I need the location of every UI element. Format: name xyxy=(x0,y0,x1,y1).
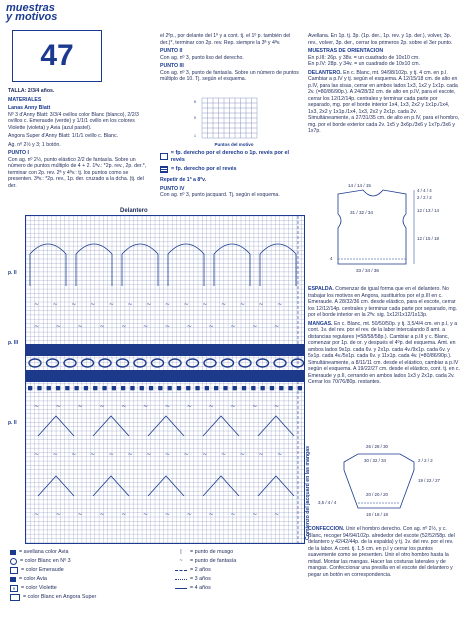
punto3-title: PUNTO III xyxy=(160,63,184,69)
sleeve-side-b-measure: 19 / 22 / 27 xyxy=(418,478,440,483)
check-cell xyxy=(279,386,283,390)
knot-motif xyxy=(117,359,129,367)
punto4-text: Con ag. nº 3, punto jacquard. Tj. según el esquema. xyxy=(160,192,280,198)
legend-item-avellana: = avellana color Avia xyxy=(10,548,170,557)
chevron-motif xyxy=(258,476,294,496)
chevron-motif xyxy=(93,476,129,496)
wave-mark: ~ xyxy=(274,403,280,410)
wave-mark: ~ xyxy=(252,403,258,410)
wave-mark: ~ xyxy=(71,301,77,308)
wave-mark: ~ xyxy=(274,323,280,330)
front-rib-measure: 4 xyxy=(330,256,333,261)
check-cell xyxy=(233,386,237,390)
wave-mark: ~ xyxy=(77,511,83,518)
wave-mark: ~ xyxy=(165,301,171,308)
filled-square-icon xyxy=(10,550,16,555)
check-cell xyxy=(195,386,199,390)
wave-mark: ~ xyxy=(34,301,40,308)
muestras-title: MUESTRAS DE ORIENTACION xyxy=(308,48,384,54)
materiales-title: MATERIALES xyxy=(8,96,42,103)
right-text-column-top xyxy=(308,33,460,137)
legend-item-2-anos: = 2 años xyxy=(175,566,300,575)
check-cell xyxy=(56,386,60,390)
check-cell xyxy=(288,386,292,390)
legend-item-blanc: = color Blanc en Nº 3 xyxy=(10,557,170,566)
check-cell xyxy=(84,386,88,390)
check-cell xyxy=(158,386,162,390)
muestras-text-1: En p.III: 26p. y 38v. = un cuadrado de 10x10 cm. xyxy=(308,54,420,61)
legend-item-violette: ✕ = color Violette xyxy=(10,584,170,593)
knot-motif xyxy=(239,359,251,367)
chevron-motif xyxy=(258,416,294,436)
wave-mark: ~ xyxy=(165,451,171,458)
knot-motif xyxy=(274,359,286,367)
knot-motif xyxy=(82,359,94,367)
front-side-b-measure: 12 / 13 / 14 xyxy=(417,208,439,213)
motif-row-5: 5 xyxy=(194,116,196,120)
wave-mark: ~ xyxy=(186,511,192,518)
wave-mark: ~ xyxy=(34,403,40,410)
wave-mark: ~ xyxy=(239,301,245,308)
wave-mark: ~ xyxy=(208,403,214,410)
wave-mark: ~ xyxy=(165,323,171,330)
chart-title: Delantero xyxy=(120,208,148,214)
sleeve-mid-measure: 20 / 20 / 20 xyxy=(366,492,388,497)
check-cell xyxy=(214,386,218,390)
wave-mark: ~ xyxy=(183,451,189,458)
legend-item-angora: = color Blanc en Angora Super xyxy=(10,593,170,602)
right-text-column-bottom xyxy=(308,526,460,580)
materiales-text: Nº 3 d'Anny Blatt: 3/3/4 ovillos color Blanc (blanco), 2/2/3 ovillos c. Emeraude (verde) y 1/1/1 ovillo en los colores Violette (violeta) y Avia (azul pastel). xyxy=(8,111,139,131)
empty-square-icon xyxy=(10,567,18,574)
knot-motif xyxy=(169,359,181,367)
motif-legend-der: = fp. derecho por el derecho o 1p. revés por el revés xyxy=(160,152,300,161)
confeccion-title: CONFECCION. xyxy=(308,526,345,532)
materiales-brand: Lanas Anny Blatt xyxy=(8,105,51,111)
knot-motif xyxy=(187,359,199,367)
wave-mark: ~ xyxy=(146,301,152,308)
sleeve-side-a-measure: 2 / 2 / 2 xyxy=(418,458,433,463)
check-cell xyxy=(223,386,227,390)
empty-square-icon xyxy=(160,153,168,160)
pattern-number: 47 xyxy=(40,39,74,73)
angora-text: Angora Super d'Anny Blatt: 1/1/1 ovillo c. Blanc. xyxy=(8,133,118,139)
wave-mark: ~ xyxy=(208,323,214,330)
motif-label: Puntos del motivo xyxy=(214,142,254,147)
wave-mark: ~ xyxy=(34,511,40,518)
wave-mark: ~ xyxy=(252,511,258,518)
wave-mark: ~ xyxy=(146,451,152,458)
wave-mark: ~ xyxy=(108,451,114,458)
repetir-text: Repetir de 1ª a 8ªv. xyxy=(160,177,207,183)
front-neck-measure: 4 / 4 / 4 xyxy=(417,188,432,193)
chart-right-label: Comienzo del jacquard en las mangas xyxy=(305,446,311,540)
motif-row-8: 8 xyxy=(194,100,196,104)
wave-mark: ~ xyxy=(165,403,171,410)
knot-motif xyxy=(152,359,164,367)
wave-mark: ~ xyxy=(230,511,236,518)
wave-mark: ~ xyxy=(143,511,149,518)
wave-mark: ~ xyxy=(186,323,192,330)
chart-label-p3: p. III xyxy=(8,340,18,346)
wave-mark: ~ xyxy=(77,323,83,330)
wave-mark: ~ xyxy=(55,403,61,410)
delantero-title: DELANTERO. xyxy=(308,69,342,76)
check-cell xyxy=(140,386,144,390)
check-cell xyxy=(261,386,265,390)
chevron-motif xyxy=(148,476,184,496)
wave-mark: ~ xyxy=(121,323,127,330)
wave-mark: ~ xyxy=(230,403,236,410)
wave-mark: ~ xyxy=(252,323,258,330)
wave-mark: ~ xyxy=(183,301,189,308)
wave-mark: ~ xyxy=(258,301,264,308)
sleeve-cuff-measure: 3,5 / 4 / 4 xyxy=(318,500,337,505)
logo-line-1: muestras xyxy=(6,2,55,14)
wave-mark: ~ xyxy=(77,403,83,410)
wave-mark: ~ xyxy=(34,451,40,458)
front-top-measure: 14 / 14 / 15 xyxy=(348,183,371,188)
jacquard-chart-svg xyxy=(26,216,304,543)
wave-mark: ~ xyxy=(99,323,105,330)
wave-mark: ~ xyxy=(186,403,192,410)
wave-mark: ~ xyxy=(121,511,127,518)
check-cell xyxy=(121,386,125,390)
wave-mark: ~ xyxy=(127,301,133,308)
wave-mark: ~ xyxy=(202,451,208,458)
chevron-motif xyxy=(203,416,239,436)
magazine-logo xyxy=(6,4,57,22)
punto1-title: PUNTO I xyxy=(8,150,29,156)
dash-dot-icon xyxy=(175,579,187,580)
punto1-continued: el 2ºp., por delante del 1º y a cont. tj. el 1º p. también del der.)*, terminar con 2p. rev. Rep. siempre la 3ª y 4ªv. xyxy=(160,33,291,46)
wave-mark: ~ xyxy=(34,323,40,330)
wave-mark: ~ xyxy=(143,403,149,410)
check-cell xyxy=(270,386,274,390)
punto1-text: Con ag. nº 2½, punto elástico 2/2 de fantasía. Sobre un número de puntos múltiplo de 4 + 2. 1ªv.: *2p. rev., 2p. der.*, terminar con 2p. rev. 2ª y 4ªv.: tj. los puntos como se presenten. 3ªv.: *2p. rev., 1p. der. cruzado a la dcha. (tj. del der. xyxy=(8,156,147,189)
mangas-title: MANGAS. xyxy=(308,320,333,327)
knot-motif xyxy=(47,359,59,367)
check-cell xyxy=(251,386,255,390)
wave-mark: ~ xyxy=(121,403,127,410)
check-cell xyxy=(102,386,106,390)
muestras-text-2: En p.IV: 28p. y 34v. = un cuadrado de 10x10 cm. xyxy=(308,61,421,67)
wave-mark: ~ xyxy=(71,451,77,458)
chart-label-p2-bottom: p. II xyxy=(8,420,17,426)
agujas-text: Ag. nº 2½ y 3; 1 botón. xyxy=(8,141,61,148)
sleeve-schematic-drawing xyxy=(318,448,464,522)
avellana-text: Avellana. En 1p. tj. 3p. (1p. der., 1p. rev. y 1p. der.), volver, 3p. rev., volver, 3p. der., cerrar los primeros 2p. sobre el 3er punto. xyxy=(308,33,453,46)
front-mid-measure: 31 / 32 / 34 xyxy=(350,210,373,215)
wave-mark: ~ xyxy=(99,403,105,410)
motif-row-1: 1 xyxy=(194,134,196,138)
filled-square-icon xyxy=(10,577,16,582)
wave-mark: ~ xyxy=(239,451,245,458)
check-cell xyxy=(149,386,153,390)
empty-rect-icon xyxy=(10,594,20,601)
tilde-icon: ~ xyxy=(179,558,183,565)
knot-motif xyxy=(292,359,304,367)
sleeve-bottom-measure: 18 / 18 / 18 xyxy=(366,512,388,517)
front-bottom-measure: 33 / 34 / 36 xyxy=(356,268,379,273)
check-cell xyxy=(130,386,134,390)
check-cell xyxy=(186,386,190,390)
solid-line-icon xyxy=(175,588,187,589)
circle-icon xyxy=(10,558,17,565)
chart-label-p2-top: p. II xyxy=(8,270,17,276)
stitch-legend xyxy=(175,548,300,593)
knot-motif xyxy=(134,359,146,367)
wave-mark: ~ xyxy=(277,301,283,308)
punto2-title: PUNTO II xyxy=(160,48,183,54)
knot-motif xyxy=(29,359,41,367)
front-side-a-measure: 2 / 2 / 2 xyxy=(417,195,432,200)
legend-item-4-anos: = 4 años xyxy=(175,584,300,593)
color-legend xyxy=(10,548,170,602)
wave-mark: ~ xyxy=(127,451,133,458)
wave-mark: ~ xyxy=(230,323,236,330)
band-dark-bottom xyxy=(26,370,304,382)
wave-mark: ~ xyxy=(221,451,227,458)
check-cell xyxy=(177,386,181,390)
motif-chart xyxy=(192,94,264,150)
front-side-c-measure: 12 / 15 / 18 xyxy=(417,236,439,241)
wave-mark: ~ xyxy=(258,451,264,458)
legend-item-3-anos: = 3 años xyxy=(175,575,300,584)
check-cell xyxy=(47,386,51,390)
talla-text: TALLA: 2/3/4 años. xyxy=(8,88,55,94)
mangas-text: En c. Blanc, mt. 50/50/50p. y tj. 3,5/4/4 cm. en p.I, y a cont. 1v. del rev. por el rev. de la labor intercalando 8 amt. a distancias regulares (=58/58/58p.). Cambiar a p.III y c. Blanc, comenzar por 1p. de or. y después el 4ºp. del esquema. Amt. en ambos lados 9x1p. cada 6v. y 2x1p. cada 4v./9x1p. cada 6v. y 5x1p. cada 4v./5x1p. cada 6v. y 11x1p. cada 4v. (=80/86/90p.). Simultáneamente, a 8/11/11 cm. desde el elástico, cambiar a p.IV según el esquema. A 19/22/27 cm. desde el elástico, cont. tj. en c. Emeraude y p.II, cerrando en ambos lados 1x3 y 2x1p. cada 2v. Cerrar los 70/76/80p. restantes. xyxy=(308,320,460,385)
check-cell xyxy=(168,386,172,390)
front-schematic xyxy=(318,180,464,280)
sleeve-top-measure: 26 / 28 / 30 xyxy=(366,444,388,449)
wave-mark: ~ xyxy=(143,323,149,330)
knot-motif xyxy=(222,359,234,367)
motif-legend-rev: = fp. derecho por el revés xyxy=(160,165,300,174)
legend-item-emeraude: = color Emeraude xyxy=(10,566,170,575)
chevron-motif xyxy=(93,416,129,436)
check-cell xyxy=(242,386,246,390)
bar-icon: | xyxy=(180,549,182,556)
wave-mark: ~ xyxy=(52,301,58,308)
sleeve-upper-measure: 30 / 32 / 34 xyxy=(364,458,386,463)
sleeve-schematic xyxy=(318,444,464,522)
middle-legend xyxy=(160,149,300,201)
wave-mark: ~ xyxy=(274,511,280,518)
wave-mark: ~ xyxy=(55,511,61,518)
espalda-title: ESPALDA. xyxy=(308,286,334,292)
delantero-text: En c. Blanc, mt. 94/98/102p. y tj. 4 cm. en p.I. Cambiar a p.IV y tj. según el esquema. A 12/15/18 cm. de alto en p.IV, para las sisas, cerrar en ambos lados 1x3, 1x2 y 1x1p. cada 2v. (=80/86/90p.). A 24/28/32 cm. de alto en p.IV, para el escote, cerrar los 12/12/14p. centrales y terminar cada parte por separado, mg. por el borde interior 1x4, 1x3, 2x2 y 1x1p./1x4, 1x3, 2x2 y 1x1p./1x4, 1x3, 2x2 y 2x1p. cada 2v. Simultáneamente, a 27/31/35 cm. de alto en p.IV, para el hombro, mg. por el borde exterior cada 2v. 1x5 y 3x6p./3x6 y 1x7p./3x6 y 1x7p. xyxy=(308,69,460,134)
knot-motif xyxy=(204,359,216,367)
right-text-column-mid xyxy=(308,286,460,388)
check-cell xyxy=(298,386,302,390)
legend-item-fantasia: ~ = punto de fantasía xyxy=(175,557,300,566)
dash-line-icon xyxy=(175,570,187,571)
chevron-motif xyxy=(203,476,239,496)
wave-mark: ~ xyxy=(208,511,214,518)
logo-line-2: y motivos xyxy=(6,11,58,23)
check-cell xyxy=(65,386,69,390)
check-cell xyxy=(28,386,32,390)
wave-mark: ~ xyxy=(52,451,58,458)
wave-mark: ~ xyxy=(90,451,96,458)
chevron-motif xyxy=(148,416,184,436)
wave-mark: ~ xyxy=(277,451,283,458)
knot-motif xyxy=(64,359,76,367)
legend-item-musgo: | = punto de musgo xyxy=(175,548,300,557)
knot-motif xyxy=(99,359,111,367)
pattern-number-box xyxy=(12,30,102,82)
jacquard-chart xyxy=(25,215,305,544)
band-dark-top xyxy=(26,344,304,356)
legend-item-avia: = color Avia xyxy=(10,575,170,584)
check-cell xyxy=(205,386,209,390)
punto3-text: Con ag. nº 3, punto de fantasía. Sobre un número de puntos múltiplo de 10. Tj. según el esquema. xyxy=(160,69,299,82)
middle-text-column xyxy=(160,33,300,85)
wave-mark: ~ xyxy=(55,323,61,330)
wave-mark: ~ xyxy=(90,301,96,308)
wave-mark: ~ xyxy=(221,301,227,308)
wave-mark: ~ xyxy=(165,511,171,518)
check-cell xyxy=(93,386,97,390)
x-square-icon: ✕ xyxy=(10,585,18,592)
check-cell xyxy=(75,386,79,390)
check-cell xyxy=(37,386,41,390)
striped-square-icon xyxy=(160,166,168,173)
confeccion-text: Unir el hombro derecho. Con ag. nº 2½, y c. Blanc, recoger 94/94/102p. alrededor del escote (52/52/58p. del delantero y 42/42/44p. de la espalda) y tj. 1v. del rev. por el rev. de la labor. A cont. tj. 1,5 cm. en p.I y cerrar los puntos suavemente como se presenten. Unir el otro hombro hasta la mitad. Montar las mangas. Hacer las costuras laterales y de mangas. Confeccionar una presilla en el escote del delantero y pegar un botón en correspondencia. xyxy=(308,526,455,578)
espalda-text: Comenzar de igual forma que en el delantero. No trabajar los motivos en Angora, sustituirlos por el p.III en c. Emeraude. A 28/32/36 cm. desde elástico, para el escote, cerrar los 12/12/14p. centrales y terminar cada parte por separado, mg. por el borde interior en la 2ªv. sig. 1x12/1x12/1x13p. xyxy=(308,286,458,318)
punto4-title: PUNTO IV xyxy=(160,185,185,192)
punto2-text: Con ag. nº 3, punto liso del derecho. xyxy=(160,54,244,61)
wave-mark: ~ xyxy=(108,301,114,308)
wave-mark: ~ xyxy=(202,301,208,308)
check-cell xyxy=(112,386,116,390)
left-text-column xyxy=(8,88,150,191)
front-schematic-drawing xyxy=(318,180,464,280)
wave-mark: ~ xyxy=(99,511,105,518)
